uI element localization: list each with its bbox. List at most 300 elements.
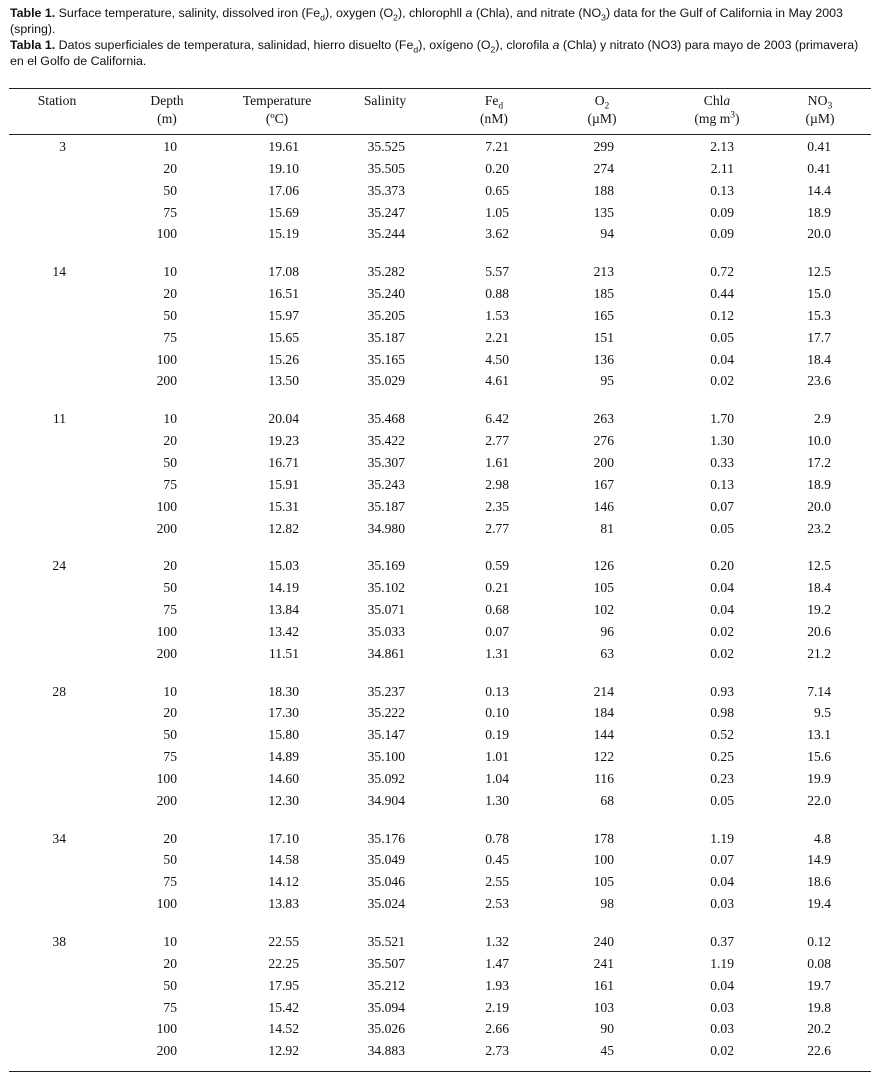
cell-temperature: 13.84 — [268, 602, 299, 618]
cell-chla: 0.98 — [710, 705, 734, 721]
cell-temperature: 20.04 — [268, 411, 299, 427]
header-label-text: Chl — [703, 93, 724, 108]
header-unit: (nM) — [480, 111, 508, 126]
cell-depth: 50 — [163, 307, 177, 323]
cell-no3: 15.0 — [807, 286, 831, 302]
cell-temperature: 12.30 — [268, 792, 299, 808]
cell-salinity: 35.094 — [367, 999, 405, 1015]
cell-no3: 23.6 — [807, 373, 831, 389]
caption-text: ) data for the Gulf of California in May 2003 (spring). — [10, 6, 843, 36]
cell-temperature: 17.08 — [268, 264, 299, 280]
cell-fe: 0.88 — [485, 286, 509, 302]
cell-depth: 75 — [163, 476, 177, 492]
cell-depth: 20 — [163, 705, 177, 721]
cell-fe: 1.61 — [485, 454, 509, 470]
cell-fe: 2.19 — [485, 999, 509, 1015]
cell-chla: 0.03 — [710, 1021, 734, 1037]
cell-station: 24 — [52, 558, 66, 574]
cell-no3: 20.6 — [807, 623, 831, 639]
cell-temperature: 18.30 — [268, 683, 299, 699]
cell-salinity: 35.026 — [367, 1021, 405, 1037]
cell-chla: 0.04 — [710, 602, 734, 618]
cell-chla: 0.02 — [710, 373, 734, 389]
caption-sub: 3 — [601, 12, 606, 23]
cell-o2: 95 — [600, 373, 614, 389]
header-label-text: O — [594, 93, 605, 108]
cell-salinity: 35.029 — [367, 373, 405, 389]
caption-text: ), chlorophll — [397, 6, 466, 20]
table-row — [9, 997, 871, 1019]
cell-o2: 184 — [593, 705, 614, 721]
cell-salinity: 35.282 — [367, 264, 405, 280]
cell-station: 38 — [52, 934, 66, 949]
cell-o2: 63 — [600, 645, 614, 661]
header-unit: (µM) — [805, 111, 835, 126]
caption-spanish — [10, 37, 872, 69]
cell-no3: 19.7 — [807, 977, 831, 993]
header-salinity — [355, 92, 415, 110]
cell-fe: 0.13 — [485, 683, 509, 699]
table-row — [9, 136, 871, 158]
cell-no3: 0.12 — [807, 934, 831, 949]
table-row — [9, 430, 871, 452]
cell-temperature: 14.89 — [268, 749, 299, 765]
cell-o2: 96 — [600, 623, 614, 639]
cell-salinity: 35.033 — [367, 623, 405, 639]
cell-depth: 75 — [163, 602, 177, 618]
caption-text: Surface temperature, salinity, dissolved iron (Fe — [55, 6, 321, 20]
cell-chla: 0.33 — [710, 454, 734, 470]
table-row — [9, 681, 871, 703]
cell-salinity: 35.243 — [367, 476, 405, 492]
cell-o2: 81 — [600, 520, 614, 536]
cell-o2: 240 — [593, 934, 614, 949]
cell-fe: 0.78 — [485, 830, 509, 846]
cell-depth: 200 — [156, 1043, 177, 1059]
cell-fe: 0.59 — [485, 558, 509, 574]
table-row — [9, 871, 871, 893]
cell-temperature: 22.25 — [268, 955, 299, 971]
cell-depth: 75 — [163, 204, 177, 220]
cell-salinity: 35.187 — [367, 498, 405, 514]
cell-chla: 0.03 — [710, 896, 734, 912]
cell-o2: 100 — [593, 852, 614, 868]
cell-temperature: 17.30 — [268, 705, 299, 721]
group-spacer — [9, 812, 871, 828]
table-row — [9, 746, 871, 768]
cell-temperature: 12.82 — [268, 520, 299, 536]
cell-depth: 75 — [163, 999, 177, 1015]
cell-no3: 9.5 — [814, 705, 831, 721]
cell-fe: 0.68 — [485, 602, 509, 618]
cell-temperature: 15.26 — [268, 351, 299, 367]
cell-depth: 100 — [156, 1021, 177, 1037]
header-label: Salinity — [363, 93, 407, 108]
table-row — [9, 893, 871, 915]
cell-no3: 2.9 — [814, 411, 831, 427]
cell-no3: 7.14 — [807, 683, 831, 699]
cell-o2: 188 — [593, 182, 614, 198]
table-bottom-rule — [9, 1071, 871, 1072]
cell-o2: 200 — [593, 454, 614, 470]
cell-temperature: 15.19 — [268, 226, 299, 242]
cell-chla: 1.19 — [710, 955, 734, 971]
cell-fe: 1.31 — [485, 645, 509, 661]
caption-text: (Chla), and nitrate (NO — [472, 6, 602, 20]
cell-no3: 15.6 — [807, 749, 831, 765]
table-header-rule — [9, 134, 871, 135]
cell-no3: 20.0 — [807, 498, 831, 514]
cell-depth: 50 — [163, 454, 177, 470]
station-group — [9, 681, 871, 812]
cell-depth: 50 — [163, 182, 177, 198]
table-row — [9, 577, 871, 599]
cell-depth: 50 — [163, 977, 177, 993]
cell-o2: 241 — [593, 955, 614, 971]
cell-chla: 0.25 — [710, 749, 734, 765]
table-row — [9, 370, 871, 392]
cell-depth: 20 — [163, 286, 177, 302]
table-row — [9, 349, 871, 371]
cell-chla: 0.09 — [710, 204, 734, 220]
caption-text: ), oxygen (O — [324, 6, 394, 20]
cell-salinity: 35.165 — [367, 351, 405, 367]
cell-chla: 0.23 — [710, 770, 734, 786]
cell-no3: 18.9 — [807, 476, 831, 492]
cell-chla: 1.19 — [710, 830, 734, 846]
cell-temperature: 13.42 — [268, 623, 299, 639]
cell-fe: 1.30 — [485, 792, 509, 808]
cell-chla: 0.72 — [710, 264, 734, 280]
header-unit: (ºC) — [265, 111, 289, 126]
cell-depth: 75 — [163, 874, 177, 890]
caption-english — [10, 5, 872, 37]
cell-depth: 75 — [163, 329, 177, 345]
table-row — [9, 724, 871, 746]
cell-no3: 18.6 — [807, 874, 831, 890]
cell-temperature: 19.61 — [268, 139, 299, 154]
station-group — [9, 555, 871, 664]
cell-fe: 1.01 — [485, 749, 509, 765]
table-row — [9, 158, 871, 180]
cell-temperature: 13.50 — [268, 373, 299, 389]
caption-label-es: Tabla 1. — [10, 38, 56, 52]
header-italic: a — [723, 93, 731, 108]
cell-no3: 17.7 — [807, 329, 831, 345]
group-spacer — [9, 392, 871, 408]
cell-o2: 45 — [600, 1043, 614, 1059]
cell-depth: 100 — [156, 770, 177, 786]
cell-o2: 94 — [600, 226, 614, 242]
cell-depth: 20 — [163, 433, 177, 449]
header-label-text: NO — [807, 93, 828, 108]
cell-fe: 2.98 — [485, 476, 509, 492]
header-chla — [677, 92, 757, 128]
cell-fe: 7.21 — [485, 139, 509, 154]
cell-station: 11 — [52, 411, 66, 427]
cell-salinity: 35.307 — [367, 454, 405, 470]
caption-italic: a — [552, 38, 560, 52]
cell-chla: 0.03 — [710, 999, 734, 1015]
table-caption — [10, 5, 872, 69]
cell-salinity: 35.187 — [367, 329, 405, 345]
group-spacer — [9, 665, 871, 681]
header-unit-text: (mg m — [694, 111, 731, 126]
station-group — [9, 828, 871, 915]
cell-temperature: 15.80 — [268, 727, 299, 743]
header-no3 — [795, 92, 845, 128]
cell-chla: 0.02 — [710, 623, 734, 639]
header-sup: 3 — [730, 110, 736, 121]
cell-salinity: 35.468 — [367, 411, 405, 427]
caption-italic: a — [465, 6, 473, 20]
table-row — [9, 768, 871, 790]
table-row — [9, 599, 871, 621]
cell-chla: 0.04 — [710, 351, 734, 367]
caption-text: (Chla) y nitrato (NO3) para mayo de 2003 (primavera) en el Golfo de California. — [10, 38, 859, 68]
cell-fe: 1.93 — [485, 977, 509, 993]
cell-depth: 10 — [163, 139, 177, 154]
cell-chla: 2.13 — [710, 139, 734, 154]
cell-o2: 68 — [600, 792, 614, 808]
cell-no3: 20.0 — [807, 226, 831, 242]
cell-depth: 10 — [163, 411, 177, 427]
cell-chla: 0.07 — [710, 852, 734, 868]
header-fe — [469, 92, 519, 128]
cell-chla: 0.05 — [710, 520, 734, 536]
header-label — [795, 92, 845, 110]
cell-no3: 12.5 — [807, 558, 831, 574]
cell-temperature: 14.58 — [268, 852, 299, 868]
table-row — [9, 849, 871, 871]
cell-salinity: 34.883 — [367, 1043, 405, 1059]
cell-no3: 19.4 — [807, 896, 831, 912]
cell-salinity: 35.102 — [367, 580, 405, 596]
group-spacer — [9, 915, 871, 931]
cell-salinity: 35.247 — [367, 204, 405, 220]
header-unit — [677, 110, 757, 128]
table-row — [9, 518, 871, 540]
cell-chla: 0.93 — [710, 683, 734, 699]
cell-temperature: 13.83 — [268, 896, 299, 912]
cell-temperature: 11.51 — [268, 645, 299, 661]
cell-salinity: 35.071 — [367, 602, 405, 618]
table-row — [9, 975, 871, 997]
cell-chla: 0.20 — [710, 558, 734, 574]
cell-salinity: 35.422 — [367, 433, 405, 449]
cell-chla: 0.09 — [710, 226, 734, 242]
cell-depth: 50 — [163, 852, 177, 868]
cell-o2: 116 — [594, 770, 614, 786]
cell-fe: 1.04 — [485, 770, 509, 786]
header-station — [27, 92, 87, 110]
table-row — [9, 643, 871, 665]
cell-o2: 135 — [593, 204, 614, 220]
cell-fe: 2.73 — [485, 1043, 509, 1059]
cell-o2: 105 — [593, 874, 614, 890]
cell-depth: 200 — [156, 520, 177, 536]
cell-depth: 100 — [156, 623, 177, 639]
cell-o2: 213 — [593, 264, 614, 280]
cell-salinity: 35.100 — [367, 749, 405, 765]
header-depth — [137, 92, 197, 128]
caption-text: Datos superficiales de temperatura, salinidad, hierro disuelto (Fe — [55, 38, 414, 52]
caption-sub: d — [413, 44, 419, 55]
table-row — [9, 555, 871, 577]
station-group — [9, 261, 871, 392]
cell-chla: 0.04 — [710, 977, 734, 993]
table-row — [9, 261, 871, 283]
cell-temperature: 22.55 — [268, 934, 299, 949]
cell-chla: 0.04 — [710, 874, 734, 890]
cell-station: 14 — [52, 264, 66, 280]
table-row — [9, 828, 871, 850]
cell-salinity: 35.240 — [367, 286, 405, 302]
cell-salinity: 35.205 — [367, 307, 405, 323]
table-header — [9, 89, 871, 134]
cell-temperature: 15.31 — [268, 498, 299, 514]
cell-fe: 0.07 — [485, 623, 509, 639]
cell-salinity: 35.024 — [367, 896, 405, 912]
cell-chla: 1.30 — [710, 433, 734, 449]
cell-o2: 122 — [593, 749, 614, 765]
cell-salinity: 35.521 — [367, 934, 405, 949]
cell-salinity: 35.505 — [367, 160, 405, 176]
cell-fe: 1.32 — [485, 934, 509, 949]
cell-station: 28 — [52, 683, 66, 699]
cell-o2: 185 — [593, 286, 614, 302]
cell-temperature: 15.65 — [268, 329, 299, 345]
cell-chla: 0.02 — [710, 645, 734, 661]
cell-fe: 3.62 — [485, 226, 509, 242]
cell-chla: 1.70 — [710, 411, 734, 427]
cell-station: 34 — [52, 830, 66, 846]
table-row — [9, 474, 871, 496]
station-group — [9, 408, 871, 539]
cell-no3: 21.2 — [807, 645, 831, 661]
cell-depth: 20 — [163, 160, 177, 176]
cell-salinity: 35.212 — [367, 977, 405, 993]
table-row — [9, 180, 871, 202]
cell-temperature: 17.06 — [268, 182, 299, 198]
cell-depth: 50 — [163, 727, 177, 743]
cell-no3: 0.41 — [807, 139, 831, 154]
cell-o2: 151 — [593, 329, 614, 345]
cell-chla: 0.07 — [710, 498, 734, 514]
cell-o2: 103 — [593, 999, 614, 1015]
cell-temperature: 16.51 — [268, 286, 299, 302]
cell-no3: 19.8 — [807, 999, 831, 1015]
cell-temperature: 14.52 — [268, 1021, 299, 1037]
cell-temperature: 19.10 — [268, 160, 299, 176]
cell-salinity: 35.092 — [367, 770, 405, 786]
cell-depth: 20 — [163, 955, 177, 971]
cell-chla: 0.04 — [710, 580, 734, 596]
table-row — [9, 223, 871, 245]
station-group — [9, 136, 871, 245]
cell-fe: 2.77 — [485, 433, 509, 449]
cell-no3: 0.08 — [807, 955, 831, 971]
cell-o2: 146 — [593, 498, 614, 514]
cell-temperature: 15.69 — [268, 204, 299, 220]
cell-chla: 0.05 — [710, 792, 734, 808]
cell-temperature: 17.10 — [268, 830, 299, 846]
cell-temperature: 15.97 — [268, 307, 299, 323]
table-row — [9, 1040, 871, 1062]
cell-no3: 19.2 — [807, 602, 831, 618]
cell-salinity: 35.244 — [367, 226, 405, 242]
table-row — [9, 790, 871, 812]
cell-no3: 19.9 — [807, 770, 831, 786]
cell-fe: 2.53 — [485, 896, 509, 912]
cell-temperature: 16.71 — [268, 454, 299, 470]
cell-salinity: 35.222 — [367, 705, 405, 721]
cell-chla: 0.05 — [710, 329, 734, 345]
cell-depth: 100 — [156, 896, 177, 912]
cell-station: 3 — [59, 139, 66, 154]
cell-depth: 20 — [163, 830, 177, 846]
cell-fe: 0.10 — [485, 705, 509, 721]
cell-fe: 2.77 — [485, 520, 509, 536]
cell-depth: 200 — [156, 373, 177, 389]
cell-temperature: 15.03 — [268, 558, 299, 574]
table-row — [9, 931, 871, 953]
cell-o2: 214 — [593, 683, 614, 699]
cell-o2: 161 — [593, 977, 614, 993]
cell-fe: 1.53 — [485, 307, 509, 323]
cell-o2: 105 — [593, 580, 614, 596]
cell-fe: 0.21 — [485, 580, 509, 596]
cell-fe: 2.66 — [485, 1021, 509, 1037]
header-label — [469, 92, 519, 110]
cell-chla: 0.13 — [710, 182, 734, 198]
cell-no3: 12.5 — [807, 264, 831, 280]
cell-o2: 276 — [593, 433, 614, 449]
cell-o2: 98 — [600, 896, 614, 912]
cell-salinity: 35.049 — [367, 852, 405, 868]
cell-o2: 165 — [593, 307, 614, 323]
cell-no3: 22.6 — [807, 1043, 831, 1059]
table-row — [9, 496, 871, 518]
cell-chla: 0.44 — [710, 286, 734, 302]
table-row — [9, 953, 871, 975]
cell-salinity: 35.147 — [367, 727, 405, 743]
cell-no3: 20.2 — [807, 1021, 831, 1037]
cell-temperature: 15.42 — [268, 999, 299, 1015]
group-spacer — [9, 539, 871, 555]
table-row — [9, 305, 871, 327]
header-label: Station — [37, 93, 77, 108]
cell-fe: 5.57 — [485, 264, 509, 280]
cell-salinity: 35.373 — [367, 182, 405, 198]
cell-o2: 144 — [593, 727, 614, 743]
cell-fe: 1.05 — [485, 204, 509, 220]
cell-o2: 299 — [593, 139, 614, 154]
caption-text: ), oxígeno (O — [418, 38, 491, 52]
cell-fe: 2.21 — [485, 329, 509, 345]
cell-temperature: 14.19 — [268, 580, 299, 596]
cell-no3: 0.41 — [807, 160, 831, 176]
caption-sub: 2 — [490, 44, 496, 55]
cell-salinity: 35.176 — [367, 830, 405, 846]
cell-fe: 2.35 — [485, 498, 509, 514]
header-sub: 3 — [827, 101, 833, 112]
cell-o2: 167 — [593, 476, 614, 492]
caption-sub: 2 — [393, 12, 398, 23]
header-unit: (µM) — [587, 111, 617, 126]
cell-salinity: 35.525 — [367, 139, 405, 154]
cell-chla: 0.13 — [710, 476, 734, 492]
